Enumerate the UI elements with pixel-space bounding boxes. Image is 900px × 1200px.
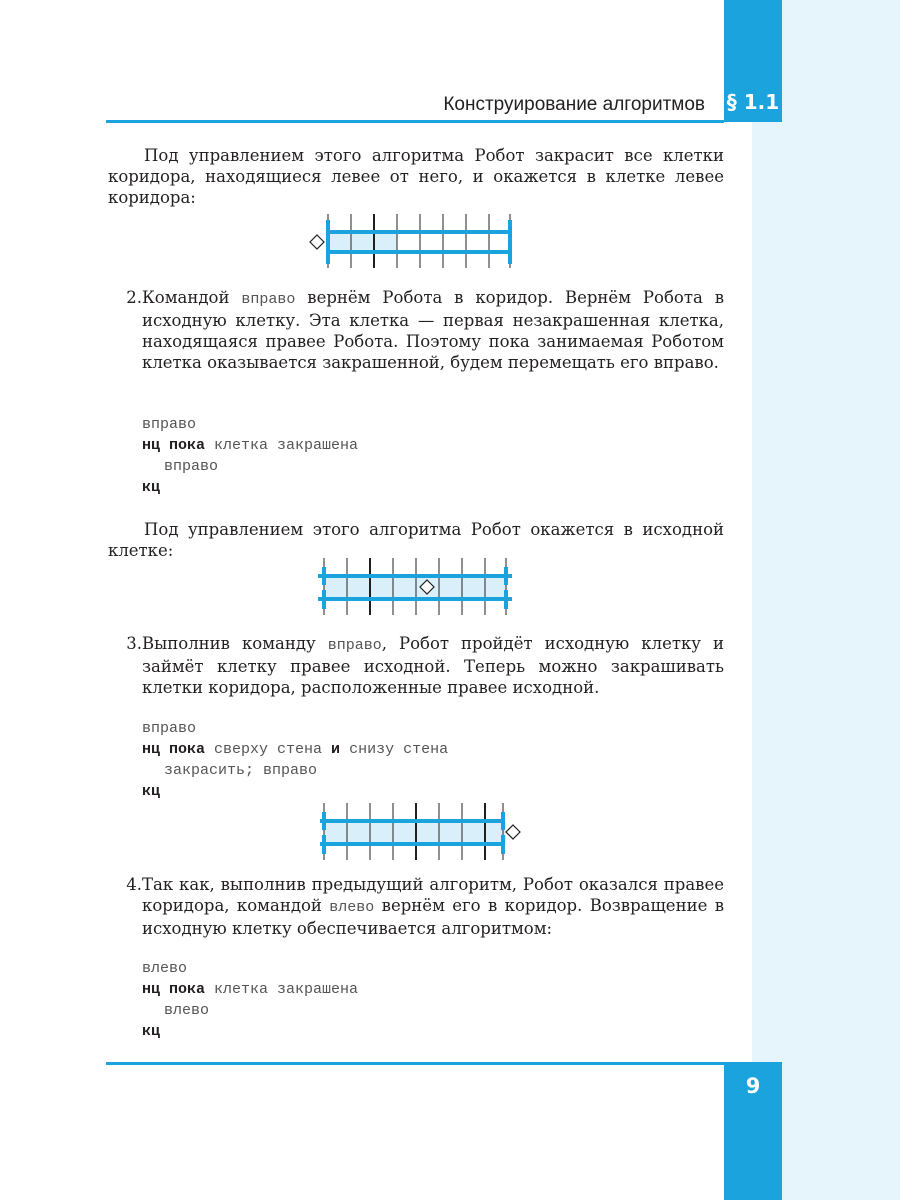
corridor-diagram-3 [300,800,530,862]
painted-cells [328,232,397,252]
painted-cells [324,576,506,599]
code-block-3: вправо нц пока сверху стена и снизу стена закрасить; вправо кц [142,720,449,800]
inline-command: влево [329,899,375,916]
item-4-number: 4. [126,875,142,894]
intro-text: Под управлением этого алгоритма Робот закрасит все клетки коридора, находящиеся левее от него, и окажется в клетке левее коридора: [108,146,724,207]
intro-paragraph [108,145,724,208]
item-4-text: Так как, выполнив предыдущий алгоритм, Робот оказался правее коридора, командой влево вернём его в коридор. Возвращение в исходную клетку обеспечивается алгоритмом: [142,875,724,938]
footer-rule [106,1062,724,1065]
item-2-after-paragraph: Под управлением этого алгоритма Робот окажется в исходной клетке: [108,520,724,560]
item-2-number: 2. [126,288,142,307]
corridor-diagram-2 [300,555,530,617]
section-number: § 1.1 [726,90,780,114]
margin-band [752,0,900,1200]
diamond-icon [310,235,324,249]
corridor-diagram-1 [300,212,530,270]
inline-command: вправо [327,637,382,654]
page-number: 9 [745,1074,761,1098]
item-2-text: Командой вправо вернём Робота в коридор. Вернём Робота в исходную клетку. Эта клетка — первая незакрашенная клетка, находящаяся правее Робота. Поэтому пока занимаемая Роботом клетка оказывается закрашенной, будем перемещать его вправо. [142,288,724,372]
item-3-number: 3. [126,634,142,653]
code-block-2: вправо нц пока клетка закрашена вправо кц [142,416,359,496]
header-rule [106,120,724,123]
item-3-text: Выполнив команду вправо, Робот пройдёт исходную клетку и займёт клетку правее исходной. Теперь можно закрашивать клетки коридора, расположенные правее исходной. [142,634,724,697]
running-header-title: Конструирование алгоритмов [443,94,705,115]
code-block-4: влево нц пока клетка закрашена влево кц [142,960,359,1040]
inline-command: вправо [241,291,296,308]
diamond-icon [506,825,520,839]
